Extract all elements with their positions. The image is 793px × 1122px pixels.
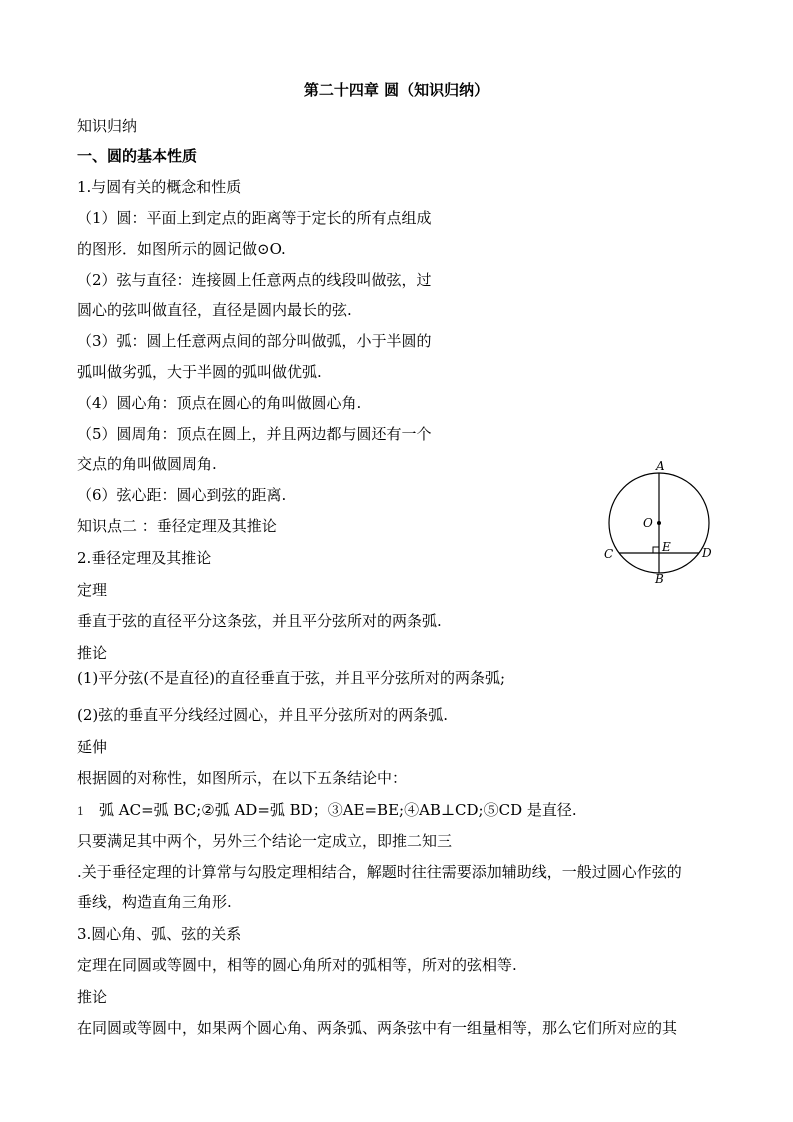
text-line: 垂直于弦的直径平分这条弦，并且平分弦所对的两条弧.: [77, 612, 442, 630]
text-line: 交点的角叫做圆周角.: [77, 455, 217, 473]
text-line: 根据圆的对称性，如图所示，在以下五条结论中：: [77, 769, 408, 787]
knowledge-point-heading: 知识点二 ：垂径定理及其推论: [77, 517, 277, 535]
text-line: .关于垂径定理的计算常与勾股定理相结合，解题时往往需要添加辅助线，一般过圆心作弦的: [77, 863, 682, 881]
text-line: 只要满足其中两个，另外三个结论一定成立，即推二知三: [77, 832, 453, 850]
label-c: C: [604, 547, 614, 561]
label-b: B: [655, 572, 664, 586]
label-e: E: [662, 540, 671, 554]
label-corollary: 推论: [77, 988, 108, 1006]
text-line: 定理在同圆或等圆中，相等的圆心角所对的弧相等，所对的弦相等.: [77, 956, 517, 974]
label-o: O: [643, 516, 653, 530]
text-line: 的图形．如图所示的圆记做⊙O.: [77, 240, 286, 258]
subsection-heading: 3.圆心角、弧、弦的关系: [77, 925, 242, 943]
text-line: （6）弦心距：圆心到弦的距离.: [77, 486, 287, 504]
label-extension: 延伸: [77, 738, 108, 756]
label-theorem: 定理: [77, 581, 108, 599]
conclusions-text: 弧 AC=弧 BC;②弧 AD=弧 BD；③AE=BE;④AB⊥CD;⑤CD 是直径.: [99, 801, 577, 819]
conclusions-line: [77, 800, 577, 822]
text-line: （5）圆周角：顶点在圆上，并且两边都与圆还有一个: [77, 425, 432, 443]
text-line: （3）弧：圆上任意两点间的部分叫做弧，小于半圆的: [77, 332, 432, 350]
text-line: （2）弦与直径：连接圆上任意两点的线段叫做弦，过: [77, 271, 432, 289]
subsection-heading: 2.垂径定理及其推论: [77, 549, 212, 567]
text-line: （1）圆：平面上到定点的距离等于定长的所有点组成: [77, 209, 432, 227]
text-line: (1)平分弦(不是直径)的直径垂直于弦，并且平分弦所对的两条弧;: [77, 669, 506, 687]
list-marker: 1: [77, 805, 84, 818]
text-line: 弧叫做劣弧，大于半圆的弧叫做优弧.: [77, 363, 322, 381]
text-line: 垂线，构造直角三角形.: [77, 893, 232, 911]
label-d: D: [702, 546, 712, 560]
text-line: (2)弦的垂直平分线经过圆心，并且平分弦所对的两条弧.: [77, 706, 449, 724]
circle-figure: [596, 456, 724, 590]
text-line: 圆心的弦叫做直径，直径是圆内最长的弦.: [77, 301, 352, 319]
center-point-o: [657, 521, 661, 525]
label-a: A: [656, 459, 665, 473]
text-line: （4）圆心角：顶点在圆心的角叫做圆心角.: [77, 394, 362, 412]
right-angle-mark: [653, 547, 659, 553]
text-line: 在同圆或等圆中，如果两个圆心角、两条弧、两条弦中有一组量相等，那么它们所对应的其: [77, 1019, 678, 1037]
subsection-heading: 1.与圆有关的概念和性质: [77, 178, 242, 196]
page-title: 第二十四章 圆（知识归纳）: [303, 81, 490, 99]
label-corollary: 推论: [77, 644, 108, 662]
section-heading: 知识归纳: [77, 117, 138, 135]
section-heading-basic-properties: 一、圆的基本性质: [77, 147, 198, 165]
